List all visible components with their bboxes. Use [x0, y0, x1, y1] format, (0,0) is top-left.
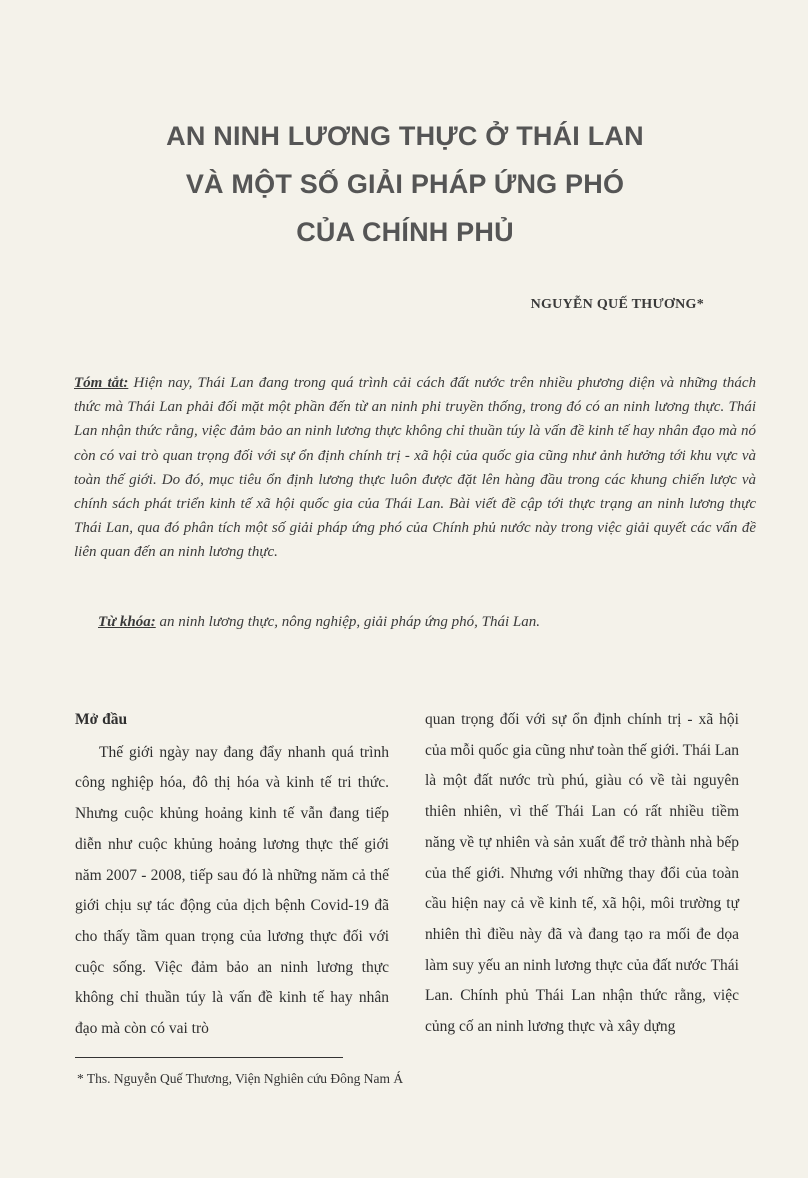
section-heading: Mở đầu	[75, 711, 128, 728]
abstract-text: Hiện nay, Thái Lan đang trong quá trình cải cách đất nước trên nhiều phương diện và những thách thức mà Thái Lan phải đối mặt một phần đến từ an ninh phi truyền thống, trong đó có an ninh lương thực. Thái Lan nhận thức rằng, việc đảm bảo an ninh lương thực không chỉ thuần túy là vấn đề kinh tế hay nhân đạo mà nó còn có vai trò quan trọng đối với sự ổn định chính trị - xã hội của quốc gia cũng như ảnh hưởng tới khu vực và toàn thế giới. Do đó, mục tiêu ổn định lương thực luôn được đặt lên hàng đầu trong các khung chiến lược và chính sách phát triển kinh tế xã hội quốc gia của Thái Lan. Bài viết đề cập tới thực trạng an ninh lương thực Thái Lan, qua đó phân tích một số giải pháp ứng phó của Chính phủ nước này trong việc giải quyết các vấn đề liên quan đến an ninh lương thực.	[74, 375, 756, 561]
keywords	[98, 614, 758, 631]
abstract	[74, 371, 756, 565]
title-line-1: AN NINH LƯƠNG THỰC Ở THÁI LAN	[166, 121, 644, 151]
keywords-label: Từ khóa:	[98, 614, 156, 630]
title-line-3: CỦA CHÍNH PHỦ	[296, 217, 514, 247]
body-column-left	[75, 705, 389, 1045]
article-title	[60, 112, 750, 256]
body-paragraph-right: quan trọng đối với sự ổn định chính trị - xã hội của mỗi quốc gia cũng như toàn thế giới. Thái Lan là một đất nước trù phú, giàu có về tài nguyên thiên nhiên, vì thế Thái Lan có rất nhiều tiềm năng về tự nhiên và sản xuất để trở thành nhà bếp của thế giới. Nhưng với những thay đổi của toàn cầu hiện nay cả về kinh tế, xã hội, môi trường tự nhiên thì điều này đã và đang tạo ra mối đe dọa làm suy yếu an ninh lương thực của đất nước Thái Lan. Chính phủ Thái Lan nhận thức rằng, việc củng cố an ninh lương thực và xây dựng	[425, 711, 739, 1036]
keywords-text: an ninh lương thực, nông nghiệp, giải pháp ứng phó, Thái Lan.	[155, 614, 540, 630]
body-paragraph-left: Thế giới ngày nay đang đẩy nhanh quá trình công nghiệp hóa, đô thị hóa và kinh tế tri thức. Nhưng cuộc khủng hoảng kinh tế vẫn đang tiếp diễn như cuộc khủng hoảng lương thực thế giới năm 2007 - 2008, tiếp sau đó là những năm cả thế giới chịu sự tác động của dịch bệnh Covid-19 đã cho thấy tầm quan trọng của lương thực đối với cuộc sống. Việc đảm bảo an ninh lương thực không chỉ thuần túy là vấn đề kinh tế hay nhân đạo mà còn có vai trò	[75, 743, 389, 1038]
title-line-2: VÀ MỘT SỐ GIẢI PHÁP ỨNG PHÓ	[185, 169, 625, 199]
abstract-label: Tóm tắt:	[74, 375, 129, 391]
footnote: * Ths. Nguyễn Quế Thương, Viện Nghiên cứu Đông Nam Á	[77, 1071, 404, 1086]
author-name: NGUYỄN QUẾ THƯƠNG*	[530, 297, 704, 312]
footnote-rule	[75, 1057, 343, 1058]
body-column-right	[425, 705, 739, 1043]
